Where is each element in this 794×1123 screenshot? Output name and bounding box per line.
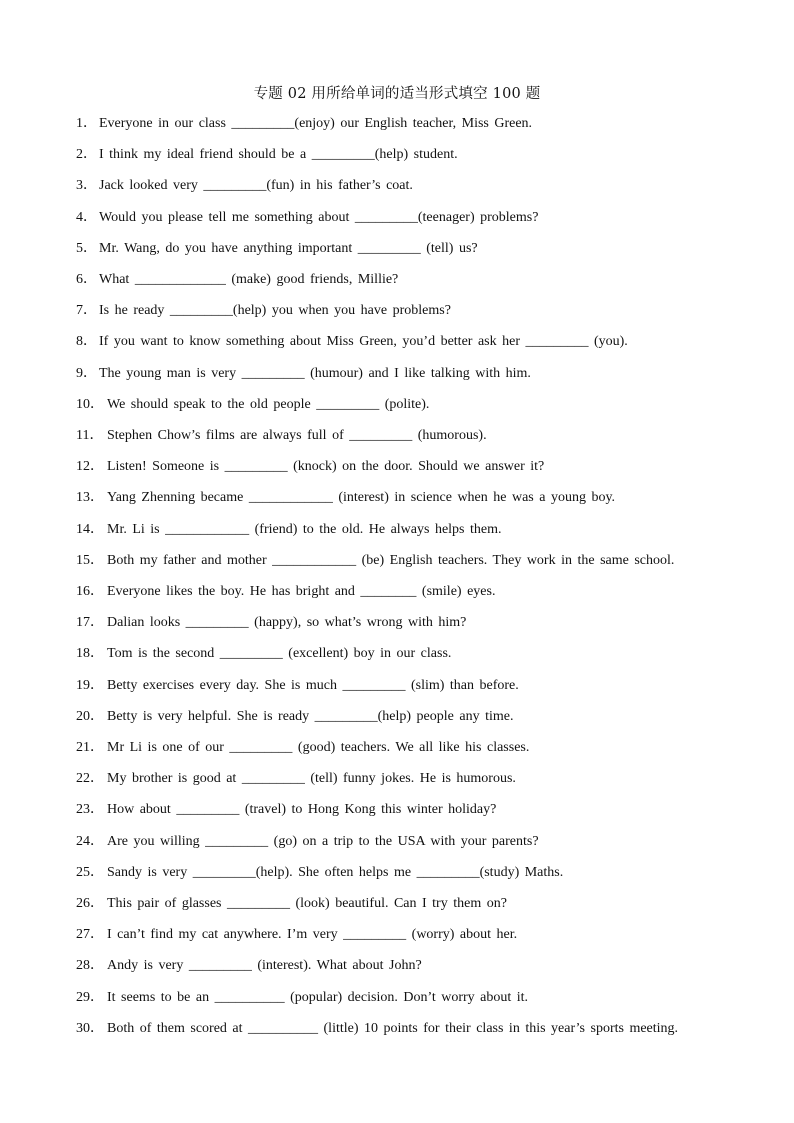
exercise-item bbox=[0, 551, 794, 571]
exercise-item bbox=[0, 832, 794, 852]
exercise-number: 18． bbox=[76, 646, 104, 662]
exercise-item bbox=[0, 364, 794, 384]
exercise-sentence: My brother is good at _________ (tell) funny jokes. He is humorous. bbox=[107, 771, 516, 787]
exercise-item bbox=[0, 332, 794, 352]
exercise-item bbox=[0, 114, 794, 134]
exercise-item bbox=[0, 582, 794, 602]
exercise-number: 23． bbox=[76, 802, 104, 818]
exercise-number: 29． bbox=[76, 989, 104, 1005]
exercise-number: 3． bbox=[76, 178, 97, 194]
exercise-sentence: I can’t find my cat anywhere. I’m very _________ (worry) about her. bbox=[107, 927, 518, 943]
worksheet-title: 专题 02 用所给单词的适当形式填空 100 题 bbox=[253, 86, 541, 102]
exercise-sentence: Tom is the second _________ (excellent) boy in our class. bbox=[107, 646, 452, 662]
exercise-number: 4． bbox=[76, 209, 97, 225]
exercise-sentence: Stephen Chow’s films are always full of _________ (humorous). bbox=[107, 428, 487, 443]
exercise-item bbox=[0, 738, 794, 758]
exercise-item bbox=[0, 676, 794, 696]
exercise-number: 11． bbox=[76, 428, 104, 443]
exercise-sentence: Everyone in our class _________(enjoy) our English teacher, Miss Green. bbox=[99, 116, 533, 131]
exercise-number: 25． bbox=[76, 864, 104, 880]
exercise-item bbox=[0, 1019, 794, 1039]
exercise-sentence: What _____________ (make) good friends, Millie? bbox=[99, 272, 399, 287]
exercise-number: 24． bbox=[76, 833, 104, 849]
exercise-item bbox=[0, 769, 794, 789]
exercise-number: 22． bbox=[76, 771, 104, 787]
exercise-item bbox=[0, 644, 794, 664]
exercise-item bbox=[0, 239, 794, 259]
exercise-number: 7． bbox=[76, 303, 97, 319]
exercise-item bbox=[0, 520, 794, 540]
exercise-sentence: The young man is very _________ (humour) and I like talking with him. bbox=[99, 365, 531, 381]
exercise-number: 5． bbox=[76, 240, 97, 256]
exercise-number: 19． bbox=[76, 677, 104, 693]
exercise-number: 10． bbox=[76, 396, 104, 412]
exercise-sentence: Andy is very _________ (interest). What about John? bbox=[107, 958, 422, 974]
exercise-sentence: Sandy is very _________(help). She often helps me _________(study) Maths. bbox=[107, 864, 564, 880]
exercise-number: 17． bbox=[76, 615, 104, 631]
exercise-number: 12． bbox=[76, 459, 104, 475]
exercise-number: 21． bbox=[76, 740, 104, 755]
exercise-number: 26． bbox=[76, 896, 104, 911]
exercise-sentence: Mr. Li is ____________ (friend) to the old. He always helps them. bbox=[107, 521, 502, 537]
exercise-number: 16． bbox=[76, 584, 104, 599]
exercise-item bbox=[0, 301, 794, 321]
exercise-sentence: Mr. Wang, do you have anything important _________ (tell) us? bbox=[99, 240, 478, 256]
exercise-sentence: Is he ready _________(help) you when you have problems? bbox=[99, 303, 451, 319]
exercise-item bbox=[0, 426, 794, 446]
exercise-number: 30． bbox=[76, 1020, 104, 1036]
exercise-number: 6． bbox=[76, 272, 97, 287]
exercise-item bbox=[0, 176, 794, 196]
exercise-sentence: If you want to know something about Miss Green, you’d better ask her _________ (you). bbox=[99, 334, 628, 350]
exercise-item bbox=[0, 956, 794, 976]
exercise-sentence: Betty is very helpful. She is ready _________(help) people any time. bbox=[107, 708, 514, 724]
exercise-sentence: Listen! Someone is _________ (knock) on the door. Should we answer it? bbox=[107, 459, 545, 475]
exercise-number: 27． bbox=[76, 927, 104, 943]
exercise-item bbox=[0, 270, 794, 290]
exercise-sentence: Are you willing _________ (go) on a trip to the USA with your parents? bbox=[107, 833, 539, 849]
exercise-sentence: How about _________ (travel) to Hong Kong this winter holiday? bbox=[107, 802, 497, 818]
exercise-number: 2． bbox=[76, 147, 97, 163]
exercise-item bbox=[0, 800, 794, 820]
exercise-item bbox=[0, 863, 794, 883]
exercise-item bbox=[0, 457, 794, 477]
exercise-sentence: Would you please tell me something about _________(teenager) problems? bbox=[99, 209, 539, 225]
exercise-number: 13． bbox=[76, 490, 104, 506]
exercise-number: 9． bbox=[76, 365, 97, 381]
exercise-sentence: Both of them scored at __________ (little) 10 points for their class in this year’s sports meeting. bbox=[107, 1020, 679, 1036]
exercise-sentence: We should speak to the old people _________ (polite). bbox=[107, 396, 430, 412]
exercise-sentence: Betty exercises every day. She is much _________ (slim) than before. bbox=[107, 677, 519, 693]
exercise-sentence: Yang Zhenning became ____________ (interest) in science when he was a young boy. bbox=[107, 490, 616, 506]
exercise-item bbox=[0, 488, 794, 508]
exercise-sentence: Mr Li is one of our _________ (good) teachers. We all like his classes. bbox=[107, 740, 530, 755]
exercise-item bbox=[0, 894, 794, 914]
exercise-number: 14． bbox=[76, 521, 104, 537]
exercise-item bbox=[0, 145, 794, 165]
exercise-number: 8． bbox=[76, 334, 97, 350]
exercise-item bbox=[0, 925, 794, 945]
exercise-sentence: Both my father and mother ____________ (be) English teachers. They work in the same school. bbox=[107, 552, 675, 568]
exercise-number: 28． bbox=[76, 958, 104, 974]
exercise-sentence: This pair of glasses _________ (look) beautiful. Can I try them on? bbox=[107, 896, 507, 911]
exercise-sentence: It seems to be an __________ (popular) decision. Don’t worry about it. bbox=[107, 989, 529, 1005]
exercise-number: 1． bbox=[76, 116, 97, 131]
exercise-sentence: Jack looked very _________(fun) in his father’s coat. bbox=[99, 178, 413, 194]
exercise-number: 15． bbox=[76, 552, 104, 568]
exercise-sentence: I think my ideal friend should be a _________(help) student. bbox=[99, 147, 458, 163]
exercise-item bbox=[0, 208, 794, 228]
exercise-item bbox=[0, 613, 794, 633]
exercise-item bbox=[0, 707, 794, 727]
exercise-number: 20． bbox=[76, 708, 104, 724]
exercise-item bbox=[0, 395, 794, 415]
exercise-sentence: Dalian looks _________ (happy), so what’s wrong with him? bbox=[107, 615, 467, 631]
exercise-item bbox=[0, 988, 794, 1008]
exercise-sentence: Everyone likes the boy. He has bright and ________ (smile) eyes. bbox=[107, 584, 496, 599]
